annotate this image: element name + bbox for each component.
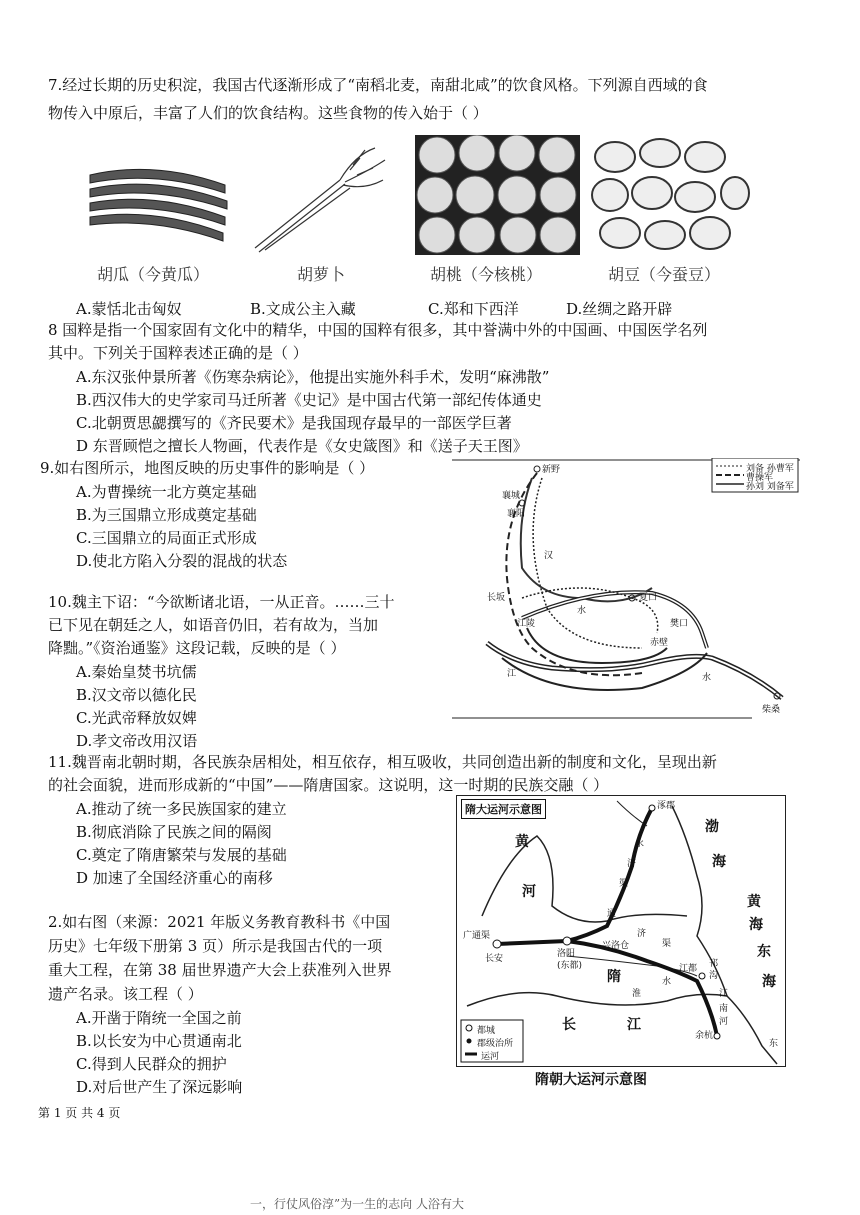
q10-option-b: B.汉文帝以德化民: [76, 686, 197, 704]
canal-map-title: 隋大运河示意图: [461, 799, 546, 819]
place-xingluocang: 兴洛仓: [602, 941, 630, 951]
place-fankou: 樊口: [670, 619, 689, 629]
q12-stem-line4: 遗产名录。该工程（ ）: [48, 985, 203, 1003]
place-jiang-yangtze: 江: [627, 1017, 641, 1033]
place-changban: 长坂: [487, 593, 506, 603]
place-hai: 海: [712, 854, 726, 870]
q11-option-b: B.彻底消除了民族之间的隔阂: [76, 823, 272, 841]
q10-option-d: D.孝文帝改用汉语: [76, 732, 198, 750]
legend-capital: 都城: [477, 1026, 496, 1036]
q11-option-a: A.推动了统一多民族国家的建立: [76, 800, 287, 818]
place-yuhang: 余杭: [695, 1031, 714, 1041]
place-han-gou: 邗: [709, 959, 719, 969]
place-xiangyang: 襄阳: [507, 509, 526, 519]
q9-option-b: B.为三国鼎立形成奠定基础: [76, 506, 257, 524]
caption-walnut: 胡桃（今核桃）: [430, 265, 543, 284]
place-jiangdu: 江都: [679, 964, 698, 974]
place-dong-2: 东: [769, 1039, 779, 1049]
q10-option-a: A.秦始皇焚书坑儒: [76, 663, 197, 681]
caption-broad-bean: 胡豆（今蚕豆）: [608, 265, 721, 284]
q8-option-d: D 东晋顾恺之擅长人物画，代表作是《女史箴图》和《送子天王图》: [76, 437, 528, 455]
place-han: 汉: [544, 551, 554, 561]
q10-stem-line1: 10.魏主下诏：“今欲断诸北语，一从正音。……三十: [48, 593, 395, 611]
q7-option-d: D.丝绸之路开辟: [566, 300, 673, 318]
place-luoyang: 洛阳: [557, 949, 576, 959]
q12-stem-line2: 历史》七年级下册第 3 页）所示是我国古代的一项: [48, 937, 383, 955]
q8-option-c: C.北朝贾思勰撰写的《齐民要术》是我国现存最早的一部医学巨著: [76, 414, 512, 432]
broad-bean-image: [590, 135, 750, 255]
q10-option-c: C.光武帝释放奴婢: [76, 709, 197, 727]
q7-stem-line1: 7.经过长期的历史积淀，我国古代逐渐形成了“南稻北麦，南甜北咸”的饮食风格。下列源自西域的食: [48, 76, 708, 94]
q11-stem-line1: 11.魏晋南北朝时期，各民族杂居相处，相互依存，相互吸收，共同创造出新的制度和文化，呈现出新: [48, 753, 717, 771]
caption-cucumber: 胡瓜（今黄瓜）: [97, 265, 210, 284]
walnut-image: [415, 135, 580, 255]
caption-carrot: 胡萝卜: [297, 265, 346, 284]
place-shui-2: 水: [702, 673, 712, 683]
cucumber-image: [85, 155, 235, 250]
q12-stem-line1: 2.如右图（来源：2021 年版义务教育教科书《中国: [48, 913, 391, 931]
place-huang-sea: 黄: [747, 894, 761, 910]
place-shui-canal: 水: [662, 977, 672, 987]
place-ji-2: 济: [637, 929, 647, 939]
q9-option-c: C.三国鼎立的局面正式形成: [76, 529, 257, 547]
place-yong: 永: [635, 839, 645, 849]
q12-stem-line3: 重大工程，在第 38 届世界遗产大会上获准列入世界: [48, 961, 392, 979]
place-hai-3: 海: [749, 917, 763, 933]
q10-stem-line2: 已下见在朝廷之人，如语音仍旧，若有故为，当加: [48, 616, 379, 634]
place-qu-2: 渠: [662, 939, 672, 949]
q8-stem-line2: 其中。下列关于国粹表述正确的是（ ）: [48, 344, 308, 362]
q10-stem-line3: 降黜。”《资治通鉴》这段记载，反映的是（ ）: [48, 639, 346, 657]
place-zhuojun: 涿郡: [657, 801, 676, 811]
place-huang: 黄: [515, 834, 529, 850]
q12-option-d: D.对后世产生了深远影响: [76, 1078, 243, 1096]
legend-canal: 运河: [481, 1052, 500, 1062]
legend-caocao: 曹操军: [746, 473, 774, 483]
q8-option-b: B.西汉伟大的史学家司马迁所著《史记》是中国古代第一部纪传体通史: [76, 391, 542, 409]
place-bo: 渤: [705, 819, 719, 835]
q12-option-c: C.得到人民群众的拥护: [76, 1055, 227, 1073]
grand-canal-map: [456, 795, 786, 1067]
canal-map-caption: 隋朝大运河示意图: [535, 1072, 647, 1088]
place-qu: 渠: [619, 879, 629, 889]
place-jiangling: 江陵: [517, 619, 536, 629]
place-jiang: 江: [507, 669, 517, 679]
q7-stem-line2: 物传入中原后，丰富了人们的饮食结构。这些食物的传入始于（ ）: [48, 104, 488, 122]
place-huai: 淮: [632, 989, 642, 999]
q7-option-b: B.文成公主入藏: [250, 300, 356, 318]
q9-option-d: D.使北方陷入分裂的混战的状态: [76, 552, 288, 570]
q12-option-b: B.以长安为中心贯通南北: [76, 1032, 242, 1050]
legend-sunliu: 孙刘 刘备军: [746, 482, 794, 492]
chibi-battle-map: [452, 458, 800, 720]
q12-option-a: A.开凿于隋统一全国之前: [76, 1009, 242, 1027]
place-guangtongqu: 广通渠: [463, 931, 491, 941]
place-dongdu: (东都): [557, 961, 583, 971]
q9-stem: 9.如右图所示，地图反映的历史事件的影响是（ ）: [40, 459, 375, 477]
q7-option-a: A.蒙恬北击匈奴: [76, 300, 182, 318]
place-xinye: 新野: [542, 465, 561, 475]
q8-stem-line1: 8 国粹是指一个国家固有文化中的精华，中国的国粹有很多，其中誉满中外的中国画、中国医学名列: [48, 321, 708, 339]
legend-prefecture: 郡级治所: [477, 1039, 514, 1049]
place-ji: 济: [627, 859, 637, 869]
place-xiakou: 夏口: [639, 593, 658, 603]
place-chang: 长: [562, 1017, 576, 1033]
place-hai-2: 海: [762, 974, 776, 990]
q7-option-c: C.郑和下西洋: [428, 300, 519, 318]
place-dong: 东: [757, 944, 771, 960]
place-changan: 长安: [485, 954, 504, 964]
q11-stem-line2: 的社会面貌，进而形成新的“中国”——隋唐国家。这说明，这一时期的民族交融（ ）: [48, 776, 609, 794]
q11-option-c: C.奠定了隋唐繁荣与发展的基础: [76, 846, 287, 864]
q8-option-a: A.东汉张仲景所著《伤寒杂病论》，他提出实施外科手术，发明“麻沸散”: [76, 368, 550, 386]
place-jiang-canal: 江: [719, 989, 729, 999]
page-number: 第 1 页 共 4 页: [38, 1106, 121, 1120]
place-nan: 南: [719, 1004, 729, 1014]
bottom-bleedthrough-text: 一，行仗风俗淳”为一生的志向 人浴有大: [250, 1197, 464, 1211]
place-shui: 水: [577, 606, 587, 616]
carrot-image: [245, 140, 390, 255]
q11-option-d: D 加速了全国经济重心的南移: [76, 869, 273, 887]
legend-liubei: 刘备 孙曹军: [746, 464, 794, 474]
q9-option-a: A.为曹操统一北方奠定基础: [76, 483, 257, 501]
place-sui: 隋: [607, 969, 621, 985]
place-he: 河: [522, 884, 536, 900]
place-he-canal: 河: [719, 1017, 729, 1027]
place-chaisang: 柴桑: [762, 705, 781, 715]
place-chibi: 赤壁: [650, 638, 669, 648]
place-gou: 沟: [709, 971, 719, 981]
place-tong: 通: [607, 909, 617, 919]
place-xiangcheng: 襄城: [502, 491, 521, 501]
